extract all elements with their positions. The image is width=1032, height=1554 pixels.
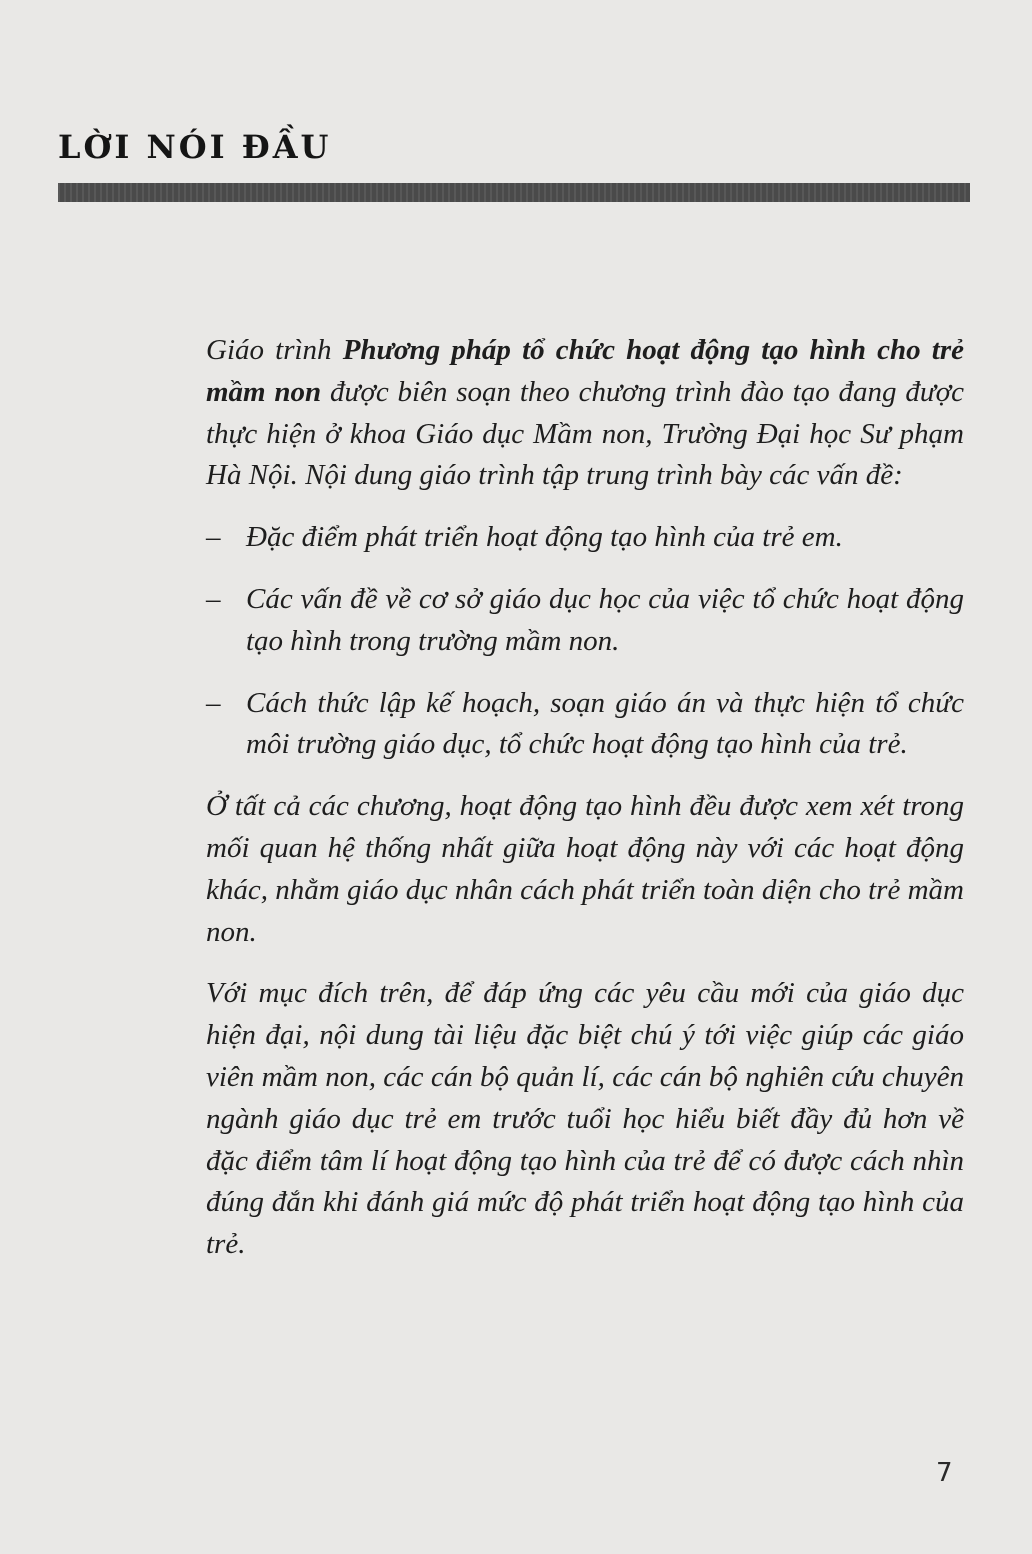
bullet-dash: – xyxy=(206,686,221,719)
heading-rule xyxy=(58,183,970,202)
body-paragraph: Với mục đích trên, để đáp ứng các yêu cầu mới của giáo dục hiện đại, nội dung tài liệu đặc biệt chú ý tới việc giúp các giáo viên mầm non, các cán bộ quản lí, các cán bộ nghiên cứu chuyên ngành giáo dục trẻ em trước tuổi học hiểu biết đầy đủ hơn về đặc điểm tâm lí hoạt động tạo hình của trẻ để có được cách nhìn đúng đắn khi đánh giá mức độ phát triển hoạt động tạo hình của trẻ. xyxy=(206,977,964,1261)
bullet-item xyxy=(206,579,964,663)
page-number: 7 xyxy=(936,1458,953,1488)
bullet-dash: – xyxy=(206,582,221,615)
intro-lead: Giáo trình xyxy=(206,334,343,366)
bullet-text: Cách thức lập kế hoạch, soạn giáo án và thực hiện tổ chức môi trường giáo dục, tổ chức hoạt động tạo hình của trẻ. xyxy=(246,686,964,761)
bullet-item xyxy=(206,517,964,559)
intro-rest: được biên soạn theo chương trình đào tạo đang được thực hiện ở khoa Giáo dục Mầm non, Trường Đại học Sư phạm Hà Nội. Nội dung giáo trình tập trung trình bày các vấn đề: xyxy=(206,375,964,492)
bullet-item xyxy=(206,683,964,767)
body-text xyxy=(206,330,964,1266)
bullet-text: Đặc điểm phát triển hoạt động tạo hình của trẻ em. xyxy=(246,521,843,554)
body-paragraph: Ở tất cả các chương, hoạt động tạo hình đều được xem xét trong mối quan hệ thống nhất giữa hoạt động này với các hoạt động khác, nhằm giáo dục nhân cách phát triển toàn diện cho trẻ mầm non. xyxy=(206,790,964,948)
intro-paragraph xyxy=(206,330,964,497)
bullet-dash: – xyxy=(206,521,221,554)
page-heading: LỜI NÓI ĐẦU xyxy=(58,128,332,166)
bullet-text: Các vấn đề về cơ sở giáo dục học của việc tổ chức hoạt động tạo hình trong trường mầm non. xyxy=(246,582,964,657)
book-title: Phương pháp tổ chức hoạt động tạo hình cho trẻ mầm non xyxy=(206,334,964,408)
